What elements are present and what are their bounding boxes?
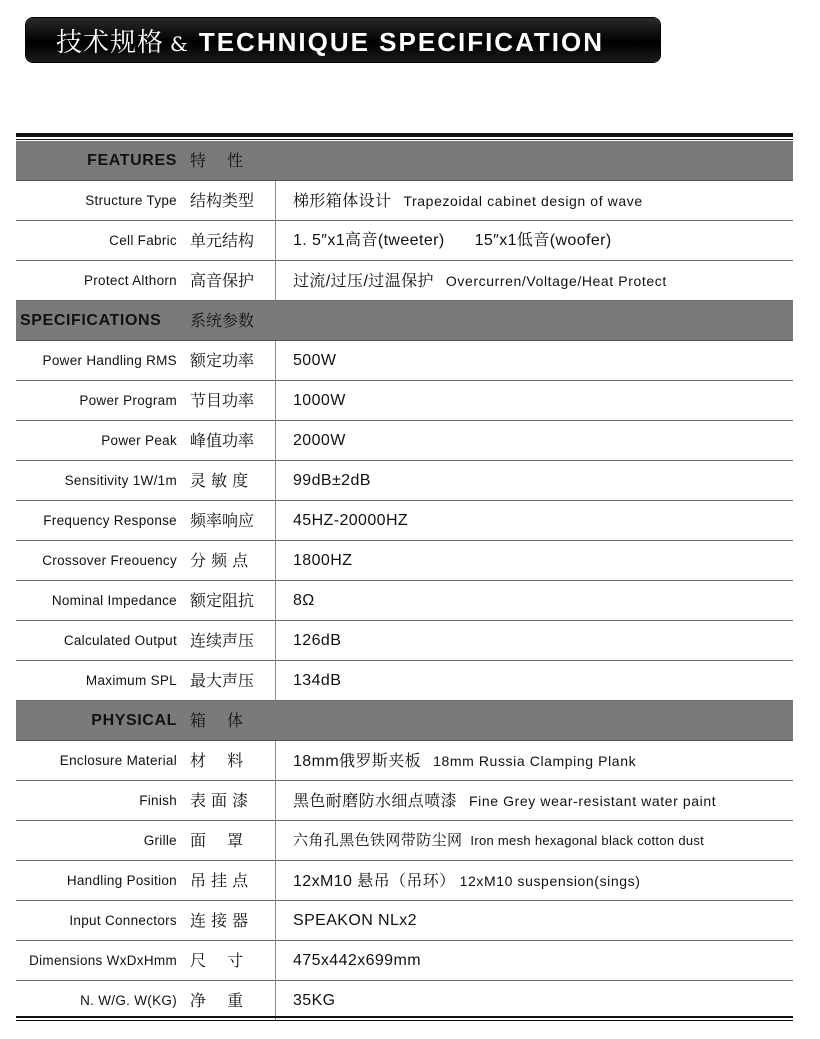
- top-rule-thick: [16, 133, 793, 137]
- spec-row: [16, 901, 793, 941]
- value-cn: 梯形箱体设计: [293, 193, 392, 210]
- row-value: [293, 261, 667, 302]
- value-en: Fine Grey wear-resistant water paint: [469, 793, 717, 809]
- column-divider: [275, 421, 276, 461]
- row-value: 45HZ-20000HZ: [293, 512, 409, 529]
- row-label-en: Calculated Output: [63, 633, 177, 648]
- spec-row: [16, 421, 793, 461]
- bottom-rule-thick: [16, 1016, 793, 1018]
- spec-row: [16, 981, 793, 1021]
- spec-table: [16, 141, 793, 1021]
- value-cn: 18mm俄罗斯夹板: [293, 753, 422, 770]
- row-label-en: Dimensions WxDxHmm: [29, 953, 177, 968]
- spec-row: [16, 541, 793, 581]
- row-label-cn: 额定阻抗: [190, 591, 255, 610]
- column-divider: [275, 381, 276, 421]
- row-label-cn: 面 罩: [190, 831, 244, 850]
- row-value: 99dB±2dB: [293, 472, 371, 489]
- row-label-en: Cell Fabric: [109, 233, 177, 248]
- row-label-en: Finish: [139, 793, 177, 808]
- row-label-cn: 吊 挂 点: [190, 871, 249, 890]
- row-value: 475x442x699mm: [293, 952, 421, 969]
- column-divider: [275, 821, 276, 861]
- spec-row: [16, 621, 793, 661]
- spec-row: [16, 821, 793, 861]
- row-label-en: Grille: [143, 833, 177, 848]
- column-divider: [275, 941, 276, 981]
- row-label-cn: 连续声压: [190, 631, 255, 650]
- row-label-en: Nominal Impedance: [51, 593, 177, 608]
- column-divider: [275, 901, 276, 941]
- section-label-en: FEATURES: [87, 152, 177, 169]
- row-label-en: N. W/G. W(KG): [80, 993, 177, 1008]
- row-value: 126dB: [293, 632, 342, 649]
- row-label-cn: 灵 敏 度: [190, 471, 249, 490]
- row-label-en: Enclosure Material: [59, 753, 177, 768]
- row-label-cn: 分 频 点: [190, 551, 249, 570]
- row-value: [293, 221, 612, 261]
- row-label-cn: 最大声压: [190, 671, 255, 690]
- row-value: 35KG: [293, 992, 336, 1009]
- value-en: 18mm Russia Clamping Plank: [433, 753, 637, 769]
- row-value: 500W: [293, 352, 337, 369]
- spec-row: [16, 181, 793, 221]
- column-divider: [275, 261, 276, 301]
- column-divider: [275, 341, 276, 381]
- row-label-cn: 额定功率: [190, 351, 255, 370]
- column-divider: [275, 861, 276, 901]
- spec-row: [16, 461, 793, 501]
- spec-row: [16, 341, 793, 381]
- section-physical: [16, 701, 793, 741]
- value-en: 12xM10 suspension(sings): [459, 873, 641, 889]
- value-tweeter: 1. 5″x1高音(tweeter): [293, 232, 445, 249]
- bottom-rule-thin: [16, 1020, 793, 1021]
- column-divider: [275, 981, 276, 1021]
- spec-row: [16, 741, 793, 781]
- row-label-cn: 连 接 器: [190, 911, 249, 930]
- section-label-cn: 箱 体: [190, 711, 244, 730]
- spec-row: [16, 661, 793, 701]
- row-label-cn: 高音保护: [190, 271, 255, 290]
- column-divider: [275, 741, 276, 781]
- section-features: [16, 141, 793, 181]
- section-label-en: SPECIFICATIONS: [20, 312, 162, 329]
- title-en: TECHNIQUE SPECIFICATION: [198, 27, 605, 57]
- title-ampersand: &: [170, 32, 189, 56]
- row-label-cn: 表 面 漆: [190, 791, 249, 810]
- row-label-en: Crossover Freouency: [42, 553, 177, 568]
- column-divider: [275, 581, 276, 621]
- column-divider: [275, 221, 276, 261]
- column-divider: [275, 501, 276, 541]
- value-en: Trapezoidal cabinet design of wave: [403, 193, 643, 209]
- column-divider: [275, 661, 276, 701]
- spec-row: [16, 381, 793, 421]
- row-label-cn: 频率响应: [190, 511, 255, 530]
- row-label-cn: 结构类型: [190, 191, 255, 210]
- value-woofer: 15″x1低音(woofer): [474, 232, 612, 249]
- row-value: 2000W: [293, 432, 346, 449]
- row-value: [293, 781, 716, 822]
- row-value: [293, 741, 636, 782]
- row-label-en: Protect Althorn: [83, 273, 177, 288]
- page-title: [56, 22, 604, 59]
- row-label-en: Power Peak: [101, 433, 177, 448]
- row-value: 134dB: [293, 672, 342, 689]
- spec-row: [16, 261, 793, 301]
- column-divider: [275, 781, 276, 821]
- value-cn: 过流/过压/过温保护: [293, 273, 434, 290]
- section-label-en: PHYSICAL: [91, 712, 177, 729]
- row-label-cn: 峰值功率: [190, 431, 255, 450]
- row-value: 8Ω: [293, 592, 315, 609]
- top-rule-thin: [16, 139, 793, 140]
- row-label-cn: 材 料: [190, 751, 244, 770]
- row-label-en: Power Handling RMS: [42, 353, 177, 368]
- spec-row: [16, 221, 793, 261]
- row-label-cn: 单元结构: [190, 231, 255, 250]
- row-value: [293, 181, 643, 222]
- row-value: 1800HZ: [293, 552, 353, 569]
- spec-row: [16, 941, 793, 981]
- row-label-en: Structure Type: [85, 193, 177, 208]
- spec-row: [16, 781, 793, 821]
- value-cn: 六角孔黑色铁网带防尘网: [293, 832, 463, 849]
- row-value: [293, 821, 704, 861]
- row-label-cn: 节目功率: [190, 391, 255, 410]
- value-cn: 12xM10 悬吊（吊环）: [293, 873, 456, 890]
- row-label-en: Input Connectors: [69, 913, 177, 928]
- row-label-en: Maximum SPL: [85, 673, 177, 688]
- column-divider: [275, 541, 276, 581]
- spec-row: [16, 581, 793, 621]
- value-cn: 黑色耐磨防水细点喷漆: [293, 793, 458, 810]
- section-label-cn: 特 性: [190, 151, 244, 170]
- spec-row: [16, 861, 793, 901]
- value-en: Iron mesh hexagonal black cotton dust: [470, 833, 705, 848]
- row-label-en: Handling Position: [66, 873, 177, 888]
- value-en: Overcurren/Voltage/Heat Protect: [445, 273, 667, 289]
- column-divider: [275, 461, 276, 501]
- row-value: 1000W: [293, 392, 346, 409]
- title-cn: 技术规格: [56, 28, 165, 58]
- row-label-cn: 净 重: [190, 991, 244, 1010]
- spec-row: [16, 501, 793, 541]
- row-label-en: Power Program: [79, 393, 177, 408]
- row-label-en: Sensitivity 1W/1m: [64, 473, 177, 488]
- column-divider: [275, 621, 276, 661]
- section-specifications: [16, 301, 793, 341]
- section-label-cn: 系统参数: [190, 311, 255, 330]
- row-value: SPEAKON NLx2: [293, 912, 417, 929]
- row-value: [293, 861, 641, 902]
- column-divider: [275, 181, 276, 221]
- row-label-en: Frequency Response: [43, 513, 177, 528]
- row-label-cn: 尺 寸: [190, 951, 244, 970]
